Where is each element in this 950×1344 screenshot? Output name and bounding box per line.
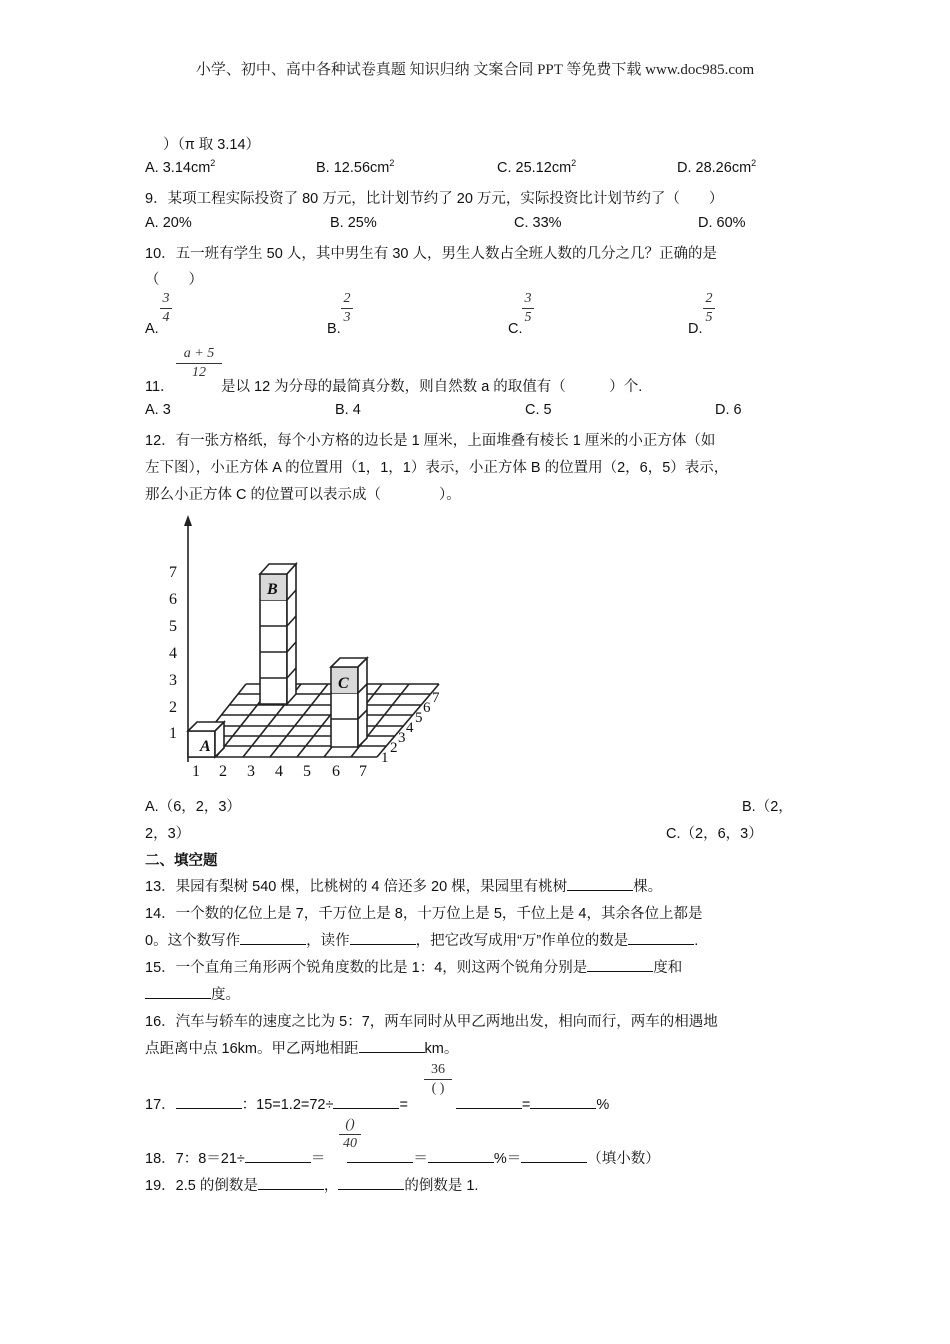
q9-option-b[interactable]: B. 25% [330, 215, 377, 231]
q11-option-a[interactable]: A. 3 [145, 402, 171, 418]
q12-option-b-cont[interactable]: 2，3） [145, 826, 191, 842]
q8-option-c[interactable]: C. $25.12cm^2$ [497, 158, 577, 176]
svg-text:5: 5 [303, 763, 311, 780]
q12-option-a[interactable]: A.（6，2，3） [145, 799, 241, 815]
q9-option-c[interactable]: C. 33% [514, 215, 562, 231]
q11-option-b[interactable]: B. 4 [335, 402, 361, 418]
q15-blank-2[interactable] [145, 998, 211, 999]
q12-option-b[interactable]: B.（2， [742, 799, 793, 815]
q18-blank-3[interactable] [428, 1162, 494, 1163]
q10-option-d-label[interactable]: D. [688, 321, 703, 337]
q9-option-a[interactable]: A. 20% [145, 215, 192, 231]
q10-text: 10．五一班有学生 50 人，其中男生有 30 人，男生人数占全班人数的几分之几？正确的是 [145, 246, 717, 262]
svg-text:1: 1 [192, 763, 200, 780]
svg-text:5: 5 [415, 710, 423, 726]
q12-line2: 左下图），小正方体 A 的位置用（1，1，1）表示，小正方体 B 的位置用（2，6，5）表示， [145, 460, 729, 476]
q16-blank[interactable] [359, 1052, 425, 1053]
q8-tail: ）（π 取 3.14） [163, 137, 261, 153]
q10-paren: （ ） [145, 272, 203, 288]
q15-blank-1[interactable] [587, 971, 653, 972]
q11-option-d[interactable]: D. 6 [715, 402, 742, 418]
q15-line1: 15．一个直角三角形两个锐角度数的比是 1：4，则这两个锐角分别是 度和 [145, 960, 683, 976]
cube-c-label: C [338, 675, 349, 692]
q9-text: 9．某项工程实际投资了 80 万元，比计划节约了 20 万元，实际投资比计划节约了（ ） [145, 191, 724, 207]
q12-line1: 12．有一张方格纸，每个小方格的边长是 1 厘米，上面堆叠有棱长 1 厘米的小正方体（如 [145, 433, 716, 449]
svg-text:4: 4 [275, 763, 283, 780]
svg-text:7: 7 [169, 564, 177, 581]
cube-b-label: B [267, 581, 278, 598]
q17-blank-4[interactable] [530, 1108, 596, 1109]
q17-blank-3[interactable] [456, 1108, 522, 1109]
q8-option-a[interactable]: A. $3.14cm^2$ [145, 158, 216, 176]
q17-blank-2[interactable] [333, 1108, 399, 1109]
svg-text:5: 5 [169, 618, 177, 635]
svg-text:2: 2 [390, 740, 398, 756]
q12-line3: 那么小正方体 C 的位置可以表示成（ ）。 [145, 487, 461, 503]
q13-blank[interactable] [567, 890, 633, 891]
svg-text:1: 1 [381, 750, 389, 766]
q19-line: 19．2.5 的倒数是 ， 的倒数是 1. [145, 1178, 479, 1194]
q16-line1: 16．汽车与轿车的速度之比为 5：7，两车同时从甲乙两地出发，相向而行，两车的相遇地 [145, 1014, 718, 1030]
q11-option-c[interactable]: C. 5 [525, 402, 552, 418]
x-tick-labels [192, 763, 367, 780]
q12-option-c[interactable]: C.（2，6，3） [666, 826, 763, 842]
svg-text:3: 3 [169, 672, 177, 689]
q18-fraction: () 40 [339, 1117, 361, 1152]
q14-line1: 14．一个数的亿位上是 7，千万位上是 8，十万位上是 5，千位上是 4，其余各位上都是 [145, 906, 703, 922]
q10-option-a-label[interactable]: A. [145, 321, 159, 337]
q17-blank-1[interactable] [176, 1108, 242, 1109]
svg-text:6: 6 [169, 591, 177, 608]
q19-blank-1[interactable] [258, 1189, 324, 1190]
q15-line2: 度。 [145, 983, 240, 1004]
q13: 13．果园有梨树 540 棵，比桃树的 4 倍还多 20 棵，果园里有桃树 棵。 [145, 879, 663, 895]
q9-option-d[interactable]: D. 60% [698, 215, 746, 231]
svg-text:6: 6 [332, 763, 340, 780]
section-title: 二、填空题 [145, 853, 218, 869]
q8-option-b[interactable]: B. $12.56cm^2$ [316, 158, 395, 176]
q18-blank-1[interactable] [245, 1162, 311, 1163]
svg-text:3: 3 [398, 730, 406, 746]
svg-text:4: 4 [406, 720, 414, 736]
svg-text:7: 7 [432, 690, 440, 706]
cube-stack-figure [155, 512, 465, 782]
cube-a-label: A [200, 738, 211, 755]
q14-blank-write[interactable] [240, 944, 306, 945]
svg-text:7: 7 [359, 763, 367, 780]
q16-line2: 点距离中点 16km。甲乙两地相距 km。 [145, 1041, 459, 1057]
q11-text: 是以 12 为分母的最简真分数，则自然数 a 的取值有（ ）个. [221, 379, 643, 395]
q10-option-a-fraction: 3 4 [160, 291, 172, 326]
q14-blank-wan[interactable] [628, 944, 694, 945]
q14-blank-read[interactable] [350, 944, 416, 945]
q10-option-d-fraction: 2 5 [703, 291, 715, 326]
svg-text:2: 2 [169, 699, 177, 716]
q10-option-b-label[interactable]: B. [327, 321, 341, 337]
q10-option-c-label[interactable]: C. [508, 321, 523, 337]
q14-line2: 0。这个数写作 ，读作 ，把它改写成用“万”作单位的数是 . [145, 933, 699, 949]
svg-text:3: 3 [247, 763, 255, 780]
q18-blank-2[interactable] [347, 1162, 413, 1163]
svg-text:2: 2 [219, 763, 227, 780]
q11-fraction: a + 5 12 [176, 346, 222, 381]
q10-option-c-fraction: 3 5 [522, 291, 534, 326]
q17-fraction: 36 ( ) [424, 1062, 452, 1097]
q10-option-b-fraction: 2 3 [341, 291, 353, 326]
q17-line: 17． ：15=1.2=72÷ = = % [145, 1097, 610, 1113]
svg-text:6: 6 [423, 700, 431, 716]
svg-text:4: 4 [169, 645, 177, 662]
q19-blank-2[interactable] [338, 1189, 404, 1190]
y-tick-labels [169, 564, 177, 742]
q11-prefix: 11． [145, 379, 175, 395]
q18-line: 18．7：8＝21÷ ＝ ＝ %＝ （填小数） [145, 1151, 660, 1167]
q8-option-d[interactable]: D. $28.26cm^2$ [677, 158, 757, 176]
page-header: 小学、初中、高中各种试卷真题 知识归纳 文案合同 PPT 等免费下载 www.doc985.com [195, 62, 755, 78]
z-tick-labels [381, 690, 440, 766]
y-axis-arrow [184, 515, 192, 526]
q18-blank-4[interactable] [521, 1162, 587, 1163]
svg-text:1: 1 [169, 725, 177, 742]
